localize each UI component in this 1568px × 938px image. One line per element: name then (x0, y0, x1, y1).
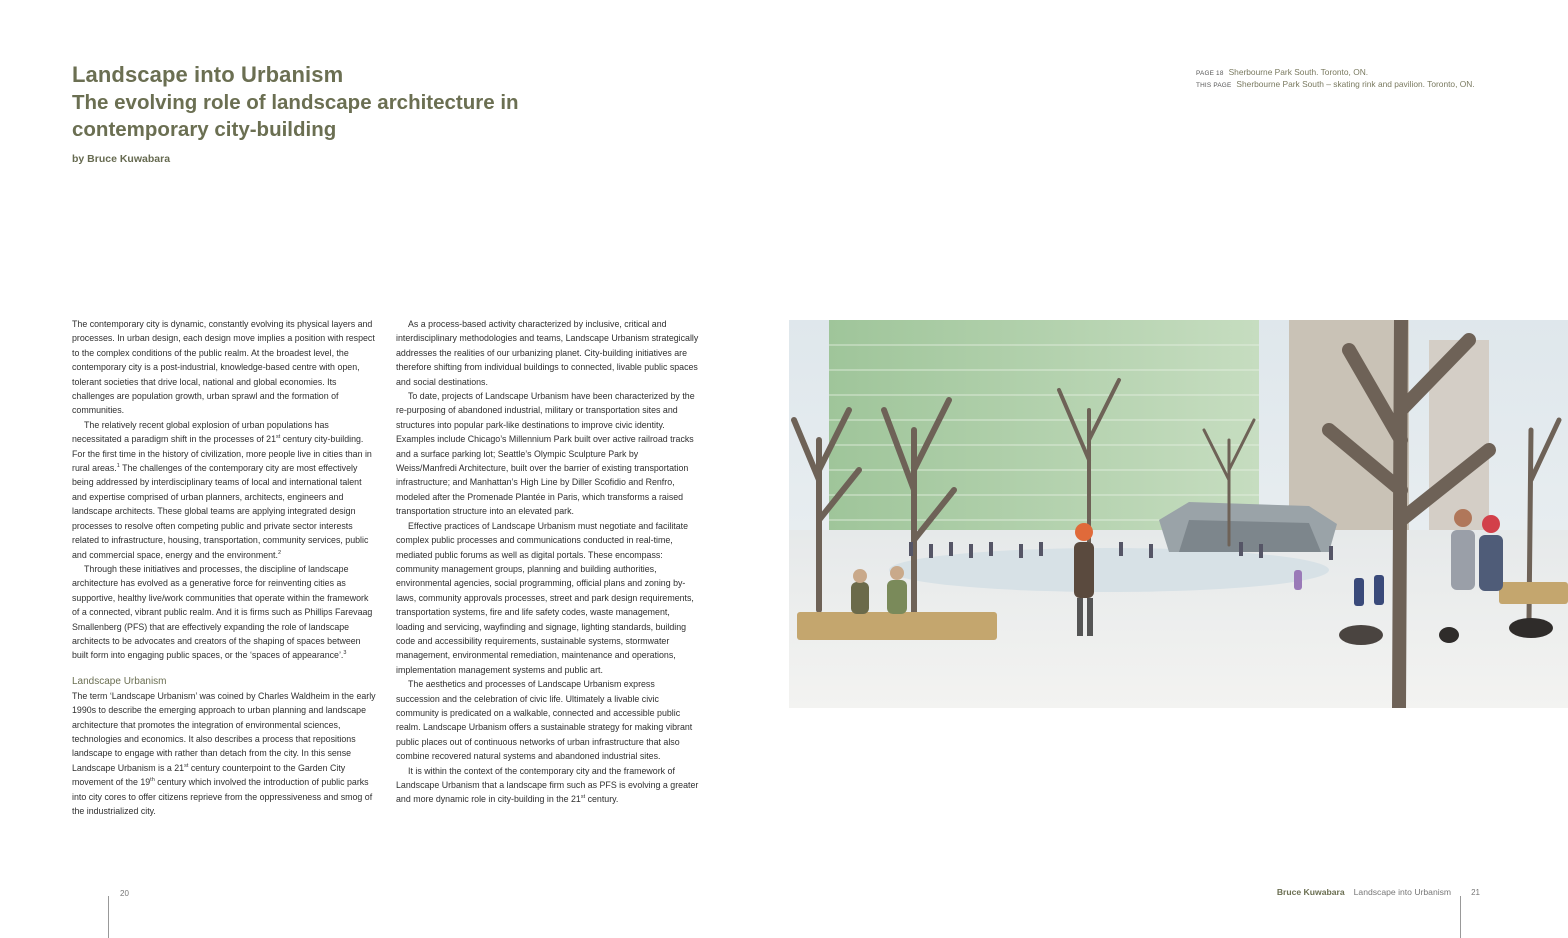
paragraph: As a process-based activity characterized by inclusive, critical and interdisciplinary methodologies and teams, Landscape Urbanism strategically addresses the realities of our urbanizing planet. City-building initiatives are therefore shifting from individual buildings to connected, livable public spaces and social destinations. (396, 319, 699, 387)
text-run: century city-building. For the first time in the history of civilization, more people live in cities than in rural areas. (72, 434, 372, 474)
article-subtitle: The evolving role of landscape architecture in contemporary city-building (72, 91, 519, 141)
superscript: st (276, 434, 281, 441)
text-run: The term ‘Landscape Urbanism’ was coined by Charles Waldheim in the early 1990s to describe the emerging approach to urban planning and landscape architecture that promotes the integration of environmental sciences, technologies and economics. It also describes a process that repositions landscape to engage with rather than detach from the city. In this sense Landscape Urbanism is a 21 (72, 690, 376, 773)
paragraph: The aesthetics and processes of Landscape Urbanism express succession and the celebration of civic life. Ultimately a livable civic community is predicated on a walkable, connected and accessible public realm. Landscape Urbanism offers a sustainable strategy for making vibrant public places out of continuous networks of urban infrastructure that also combine recovered natural systems and abandoned industrial sites. (396, 679, 693, 762)
caption-label: PAGE 18 (1196, 70, 1224, 77)
superscript: th (150, 777, 155, 784)
text-run: century. (585, 794, 619, 805)
page-number-right: 21 (1471, 888, 1480, 897)
caption-label: THIS PAGE (1196, 82, 1232, 89)
page-number-left: 20 (120, 889, 129, 898)
footnote-ref: 1 (116, 463, 120, 470)
text-run: century which involved the introduction of public parks into city cores to offer citizens reprieve from the oppressiveness and smog of the industrialized city. (72, 777, 373, 816)
caption-text: Sherbourne Park South – skating rink and pavilion. Toronto, ON. (1236, 79, 1475, 89)
caption-this-page (1196, 79, 1475, 89)
text-run: The relatively recent global explosion of urban populations has necessitated a paradigm shift in the processes of 21 (72, 419, 329, 445)
superscript: st (580, 794, 586, 801)
paragraph (72, 689, 376, 819)
caption-text: Sherbourne Park South. Toronto, ON. (1228, 67, 1369, 77)
paragraph (396, 764, 700, 807)
paragraph (72, 562, 376, 663)
paragraph: Effective practices of Landscape Urbanism must negotiate and facilitate complex public processes and communications conducted in real-time, mediated public forums as well as digital portals. These encompass: community management groups, planning and building authorities, environmental agencies, social programming, official plans and zoning by-laws, community approvals processes, street and park design requirements, transportation systems, fire and life safety codes, waste management, loading and servicing, wayfinding and signage, lighting standards, building code and accessibility requirements, sustainable systems, stormwater management, environmental remediation, maintenance and operations, implementation management systems and public art. (396, 520, 694, 675)
footer-title: Landscape into Urbanism (1353, 887, 1452, 897)
body-column-right (396, 317, 700, 807)
paragraph: To date, projects of Landscape Urbanism have been characterized by the re-purposing of abandoned industrial, military or transportation sites and structures into popular park-like destinations to improve civic identity. Examples include Chicago’s Millennium Park built over active railroad tracks and a surface parking lot; Seattle’s Olympic Sculpture Park by Weiss/Manfredi Architecture, built over the barrier of existing transportation infrastructure; and Manhattan’s High Line by Diller Scofidio and Renfro, modeled after the Promenade Plantée in Paris, which transforms a raised transportation structure into an elevated park. (396, 391, 695, 517)
park-rendering-image (789, 320, 1568, 708)
footnote-ref: 2 (277, 549, 282, 556)
text-run: Through these initiatives and processes, the discipline of landscape architecture has evolved as a generative force for reinventing cities as supportive, healthy live/work communities that operate within the framework of a connected, vibrant public realm. And it is firms such as Phillips Farevaag Smallenberg (PFS) that are effectively expanding the role of landscape architects to be advocates and creators of the shaping of spaces between built form into engaging public spaces, or the ‘spaces of appearance’. (72, 563, 373, 661)
footer-author: Bruce Kuwabara (1276, 887, 1345, 897)
article-title: Landscape into Urbanism (72, 62, 344, 87)
body-column-left (72, 317, 376, 818)
footnote-ref: 3 (343, 650, 347, 657)
text-run: The challenges of the contemporary city are most effectively being addressed by interdisciplinary teams of local and international talent and expertise comprised of urban planners, architects, engineers and landscape architects. These global teams are applying integrated design processes to resolve often competing public and private sector interests related to infrastructure, housing, transportation, community services, public and commercial space, energy and the environment. (72, 463, 369, 560)
running-footer-right (1277, 887, 1480, 897)
footer-rule-right (1460, 896, 1461, 938)
paragraph: The contemporary city is dynamic, constantly evolving its physical layers and processes. In urban design, each design move implies a position with respect to the complex conditions of the public realm. At the broadest level, the contemporary city is a post-industrial, knowledge-based centre with open, tolerant societies that drive local, national and global economies. Its challenges are population growth, urban sprawl and the formation of communities. (72, 319, 375, 416)
text-run: It is within the context of the contemporary city and the framework of Landscape Urbanism that a landscape firm such as PFS is evolving a greater and more dynamic role in city-building in the 21 (396, 765, 699, 805)
paragraph (72, 418, 376, 562)
section-heading: Landscape Urbanism (72, 675, 167, 687)
text-run: century counterpoint to the Garden City movement of the 19 (72, 762, 346, 788)
caption-page-18 (1196, 67, 1368, 77)
footer-rule-left (108, 896, 109, 938)
superscript: st (184, 762, 189, 769)
byline: by Bruce Kuwabara (72, 153, 171, 165)
